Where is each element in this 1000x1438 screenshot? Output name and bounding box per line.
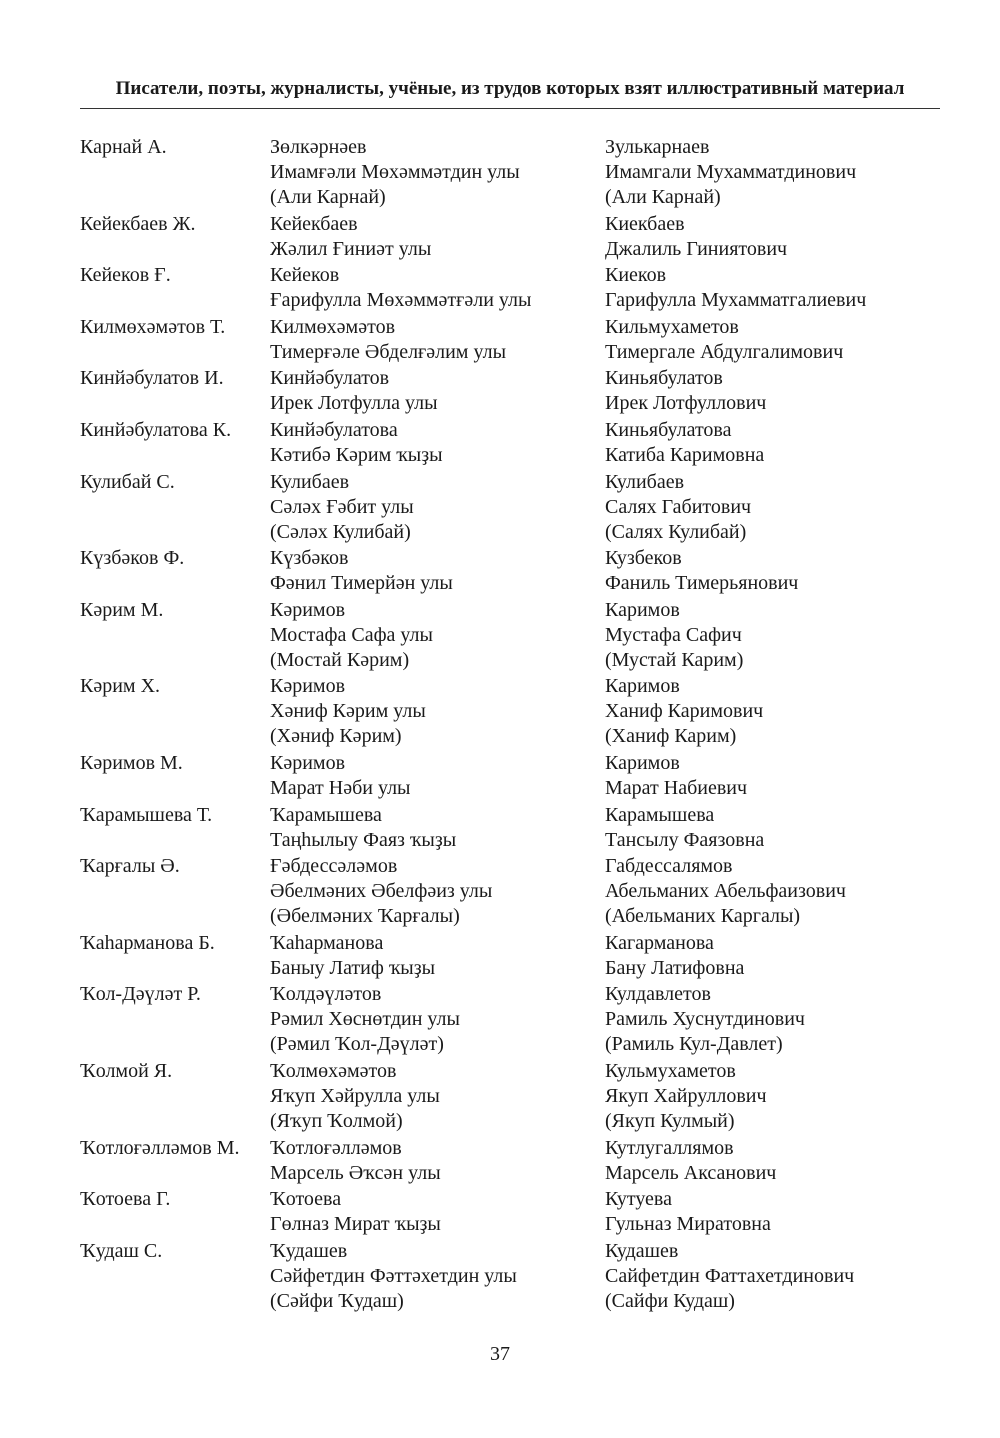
author-russian-name-line: Кутлугаллямов	[605, 1136, 734, 1159]
author-russian-name-line: Кульмухаметов	[605, 1059, 736, 1082]
author-russian-name-line: Гульназ Миратовна	[605, 1213, 771, 1236]
author-short-name-column	[80, 315, 270, 365]
author-bashkir-name-line: Ҡолдәүләтов	[270, 983, 382, 1006]
author-russian-name-column	[605, 1187, 940, 1237]
author-russian-name-line: Кагарманова	[605, 931, 714, 954]
author-bashkir-name-line: Килмөхәмәтов	[270, 315, 396, 338]
author-russian-name-column	[605, 212, 940, 262]
author-entry	[80, 1136, 940, 1186]
author-bashkir-name-line: Кәримов	[270, 598, 346, 621]
author-russian-name-line: Кильмухаметов	[605, 315, 739, 338]
author-bashkir-name-line: Зөлкәрнәев	[270, 136, 367, 158]
author-russian-name-line: (Сайфи Кудаш)	[605, 1289, 735, 1312]
author-russian-name-line: Кузбеков	[605, 547, 682, 570]
author-short-name-column	[80, 803, 270, 853]
author-short-name: Кәрим Х.	[80, 675, 161, 698]
author-russian-name-line: Абельманих Абельфаизович	[605, 880, 846, 903]
author-entry	[80, 854, 940, 929]
author-bashkir-name-line: Хәниф Кәрим улы	[270, 700, 426, 723]
author-russian-name-column	[605, 803, 940, 853]
author-bashkir-name-column	[270, 418, 605, 468]
author-bashkir-name-column	[270, 982, 605, 1057]
author-short-name: Кәрим М.	[80, 598, 164, 621]
author-short-name-column	[80, 212, 270, 262]
author-russian-name-line: Каримов	[605, 598, 680, 621]
author-bashkir-name-column	[270, 1187, 605, 1237]
author-bashkir-name-line: Ҡарамышева	[270, 803, 382, 826]
author-short-name: Ҡаһарманова Б.	[80, 931, 215, 954]
author-bashkir-name-column	[270, 315, 605, 365]
author-short-name-column	[80, 470, 270, 545]
author-short-name: Кәримов М.	[80, 751, 183, 774]
author-entry	[80, 212, 940, 262]
author-short-name: Ҡолмой Я.	[80, 1059, 173, 1082]
author-russian-name-line: (Али Карнай)	[605, 186, 721, 208]
author-bashkir-name-line: Сәйфетдин Фәттәхетдин улы	[270, 1264, 517, 1287]
author-short-name: Кейекбаев Ж.	[80, 212, 196, 235]
author-entry	[80, 674, 940, 749]
author-bashkir-name-line: Кинйәбулатов	[270, 367, 390, 390]
author-russian-name-line: (Мустай Карим)	[605, 648, 744, 671]
author-entry	[80, 135, 940, 210]
author-entry	[80, 931, 940, 981]
page-header	[80, 70, 940, 109]
author-short-name-column	[80, 674, 270, 749]
author-bashkir-name-line: (Сәйфи Ҡудаш)	[270, 1289, 404, 1312]
author-russian-name-column	[605, 366, 940, 416]
author-bashkir-name-column	[270, 135, 605, 210]
author-short-name-column	[80, 1059, 270, 1134]
author-russian-name-line: Кудашев	[605, 1239, 679, 1262]
author-russian-name-line: Фаниль Тимерьянович	[605, 572, 799, 595]
author-bashkir-name-line: Гөлназ Мират ҡыҙы	[270, 1213, 441, 1236]
author-bashkir-name-line: Имамғәли Мөхәммәтдин улы	[270, 161, 520, 183]
author-russian-name-line: Тимергале Абдулгалимович	[605, 340, 844, 363]
author-short-name-column	[80, 1187, 270, 1237]
author-russian-name-column	[605, 315, 940, 365]
author-bashkir-name-line: (Сәләх Кулибай)	[270, 520, 411, 543]
author-bashkir-name-line: Яҡуп Хәйрулла улы	[270, 1084, 440, 1107]
author-russian-name-line: (Рамиль Кул-Давлет)	[605, 1033, 783, 1056]
author-russian-name-line: Габдессалямов	[605, 855, 733, 878]
author-bashkir-name-line: Рәмил Хөснөтдин улы	[270, 1008, 460, 1031]
author-bashkir-name-line: Кейеков	[270, 264, 340, 287]
author-russian-name-line: Кулибаев	[605, 470, 685, 493]
author-bashkir-name-line: (Яҡуп Ҡолмой)	[270, 1109, 403, 1132]
author-short-name-column	[80, 751, 270, 801]
author-entry	[80, 803, 940, 853]
author-short-name-column	[80, 263, 270, 313]
author-short-name: Ҡарғалы Ә.	[80, 855, 180, 878]
author-bashkir-name-line: Әбелмәних Әбелфәиз улы	[270, 880, 493, 903]
author-bashkir-name-line: (Әбелмәних Ҡарғалы)	[270, 905, 460, 928]
author-bashkir-name-column	[270, 366, 605, 416]
page-header-title: Писатели, поэты, журналисты, учёные, из трудов которых взят иллюстративный материал	[115, 78, 905, 99]
author-russian-name-line: Мустафа Сафич	[605, 623, 742, 646]
author-short-name-column	[80, 982, 270, 1057]
author-entry	[80, 1187, 940, 1237]
author-entry	[80, 546, 940, 596]
author-russian-name-line: Карамышева	[605, 803, 715, 826]
author-bashkir-name-column	[270, 598, 605, 673]
author-short-name: Килмөхәмәтов Т.	[80, 315, 226, 338]
author-russian-name-column	[605, 982, 940, 1057]
author-russian-name-line: Катиба Каримовна	[605, 443, 765, 466]
author-entry	[80, 751, 940, 801]
author-bashkir-name-line: Марат Нәби улы	[270, 776, 411, 799]
author-russian-name-line: Имамгали Мухамматдинович	[605, 161, 857, 183]
author-entry	[80, 263, 940, 313]
author-entry	[80, 315, 940, 365]
author-entry	[80, 598, 940, 673]
author-short-name: Ҡудаш С.	[80, 1239, 163, 1262]
author-russian-name-column	[605, 931, 940, 981]
author-russian-name-line: Зулькарнаев	[605, 136, 710, 158]
author-short-name: Ҡарамышева Т.	[80, 803, 213, 826]
author-russian-name-line: (Ханиф Карим)	[605, 725, 737, 748]
author-bashkir-name-column	[270, 854, 605, 929]
author-short-name-column	[80, 1136, 270, 1186]
author-russian-name-column	[605, 470, 940, 545]
author-russian-name-line: Кутуева	[605, 1188, 672, 1211]
author-bashkir-name-column	[270, 263, 605, 313]
author-russian-name-column	[605, 135, 940, 210]
author-entry	[80, 1239, 940, 1314]
author-short-name: Кинйәбулатова К.	[80, 418, 232, 441]
author-short-name: Кейеков Ғ.	[80, 264, 171, 287]
author-russian-name-column	[605, 751, 940, 801]
author-short-name: Ҡотоева Г.	[80, 1188, 171, 1211]
author-bashkir-name-column	[270, 1136, 605, 1186]
author-bashkir-name-line: Марсель Әҡсән улы	[270, 1161, 441, 1184]
author-russian-name-column	[605, 1239, 940, 1314]
author-short-name-column	[80, 931, 270, 981]
author-entry	[80, 1059, 940, 1134]
author-bashkir-name-line: Ғарифулла Мөхәммәтғәли улы	[270, 289, 532, 312]
author-short-name-column	[80, 598, 270, 673]
author-russian-name-line: Джалиль Гиниятович	[605, 237, 788, 260]
page-number: 37	[490, 1343, 510, 1365]
author-bashkir-name-line: Тимерғәле Әбделғәлим улы	[270, 340, 507, 363]
author-entry	[80, 470, 940, 545]
author-bashkir-name-line: Таңһылыу Фаяз ҡыҙы	[270, 828, 457, 851]
author-entry	[80, 982, 940, 1057]
author-bashkir-name-column	[270, 212, 605, 262]
author-short-name: Кулибай С.	[80, 470, 175, 493]
author-short-name-column	[80, 854, 270, 929]
author-bashkir-name-line: Ҡудашев	[270, 1239, 348, 1262]
author-bashkir-name-line: Ҡотоева	[270, 1188, 342, 1211]
author-bashkir-name-column	[270, 803, 605, 853]
author-bashkir-name-line: Ҡолмөхәмәтов	[270, 1059, 397, 1082]
author-russian-name-column	[605, 546, 940, 596]
author-russian-name-line: Бану Латифовна	[605, 956, 745, 979]
author-bashkir-name-line: Ирек Лотфулла улы	[270, 392, 438, 415]
author-russian-name-line: Тансылу Фаязовна	[605, 828, 765, 851]
author-bashkir-name-line: Сәләх Ғәбит улы	[270, 495, 414, 518]
author-russian-name-line: Салях Габитович	[605, 495, 752, 518]
author-bashkir-name-line: Кәримов	[270, 675, 346, 698]
author-russian-name-line: Киекбаев	[605, 212, 685, 235]
author-short-name-column	[80, 418, 270, 468]
author-russian-name-line: Марат Набиевич	[605, 776, 748, 799]
author-bashkir-name-line: Баныу Латиф ҡыҙы	[270, 956, 436, 979]
author-russian-name-column	[605, 418, 940, 468]
author-russian-name-line: Ирек Лотфуллович	[605, 392, 767, 415]
author-russian-name-line: Марсель Аксанович	[605, 1161, 777, 1184]
author-russian-name-column	[605, 674, 940, 749]
author-bashkir-name-line: Кәримов	[270, 751, 346, 774]
author-short-name-column	[80, 366, 270, 416]
author-russian-name-line: Гарифулла Мухамматгалиевич	[605, 289, 867, 312]
author-short-name-column	[80, 546, 270, 596]
author-bashkir-name-line: Ҡаһарманова	[270, 931, 384, 954]
author-bashkir-name-line: Мостафа Сафа улы	[270, 623, 433, 646]
author-short-name-column	[80, 135, 270, 210]
author-bashkir-name-line: Кәтибә Кәрим ҡыҙы	[270, 443, 443, 466]
author-russian-name-line: Сайфетдин Фаттахетдинович	[605, 1264, 855, 1287]
author-bashkir-name-column	[270, 674, 605, 749]
author-bashkir-name-column	[270, 1239, 605, 1314]
author-bashkir-name-column	[270, 470, 605, 545]
author-russian-name-line: (Салях Кулибай)	[605, 520, 747, 543]
author-russian-name-line: Киньябулатова	[605, 418, 732, 441]
author-russian-name-column	[605, 1136, 940, 1186]
author-russian-name-line: Кулдавлетов	[605, 983, 711, 1006]
author-short-name: Ҡотлоғәлләмов М.	[80, 1136, 240, 1159]
author-short-name: Карнай А.	[80, 136, 167, 158]
author-bashkir-name-line: (Рәмил Ҡол-Дәүләт)	[270, 1033, 444, 1056]
author-russian-name-column	[605, 598, 940, 673]
author-list	[80, 135, 940, 1315]
author-bashkir-name-line: Кинйәбулатова	[270, 418, 398, 441]
author-bashkir-name-line: (Али Карнай)	[270, 186, 386, 208]
author-russian-name-line: Рамиль Хуснутдинович	[605, 1008, 805, 1031]
author-bashkir-name-line: Фәнил Тимерйән улы	[270, 572, 453, 595]
author-bashkir-name-line: Ҡотлоғәлләмов	[270, 1136, 402, 1159]
author-russian-name-line: Каримов	[605, 751, 680, 774]
author-entry	[80, 366, 940, 416]
author-bashkir-name-line: (Мостай Кәрим)	[270, 648, 410, 671]
author-bashkir-name-column	[270, 546, 605, 596]
author-entry	[80, 418, 940, 468]
author-russian-name-line: Якуп Хайруллович	[605, 1084, 767, 1107]
author-russian-name-line: (Абельманих Каргалы)	[605, 905, 801, 928]
author-short-name-column	[80, 1239, 270, 1314]
author-russian-name-column	[605, 1059, 940, 1134]
author-short-name: Кинйәбулатов И.	[80, 367, 224, 390]
author-russian-name-line: Каримов	[605, 675, 680, 698]
author-bashkir-name-line: Күзбәков	[270, 547, 349, 570]
author-bashkir-name-line: Кейекбаев	[270, 212, 358, 235]
author-bashkir-name-line: Кулибаев	[270, 470, 350, 493]
author-russian-name-line: Киеков	[605, 264, 667, 287]
author-russian-name-line: Ханиф Каримович	[605, 700, 764, 723]
author-russian-name-line: (Якуп Кулмый)	[605, 1109, 735, 1132]
author-bashkir-name-line: (Хәниф Кәрим)	[270, 725, 402, 748]
author-bashkir-name-column	[270, 1059, 605, 1134]
author-short-name: Күзбәков Ф.	[80, 547, 185, 570]
author-bashkir-name-column	[270, 931, 605, 981]
author-bashkir-name-column	[270, 751, 605, 801]
author-russian-name-column	[605, 263, 940, 313]
author-bashkir-name-line: Жәлил Ғиниәт улы	[270, 237, 432, 260]
author-russian-name-column	[605, 854, 940, 929]
author-bashkir-name-line: Ғәбдессәләмов	[270, 855, 398, 878]
author-russian-name-line: Киньябулатов	[605, 367, 723, 390]
author-short-name: Ҡол-Дәүләт Р.	[80, 983, 201, 1006]
